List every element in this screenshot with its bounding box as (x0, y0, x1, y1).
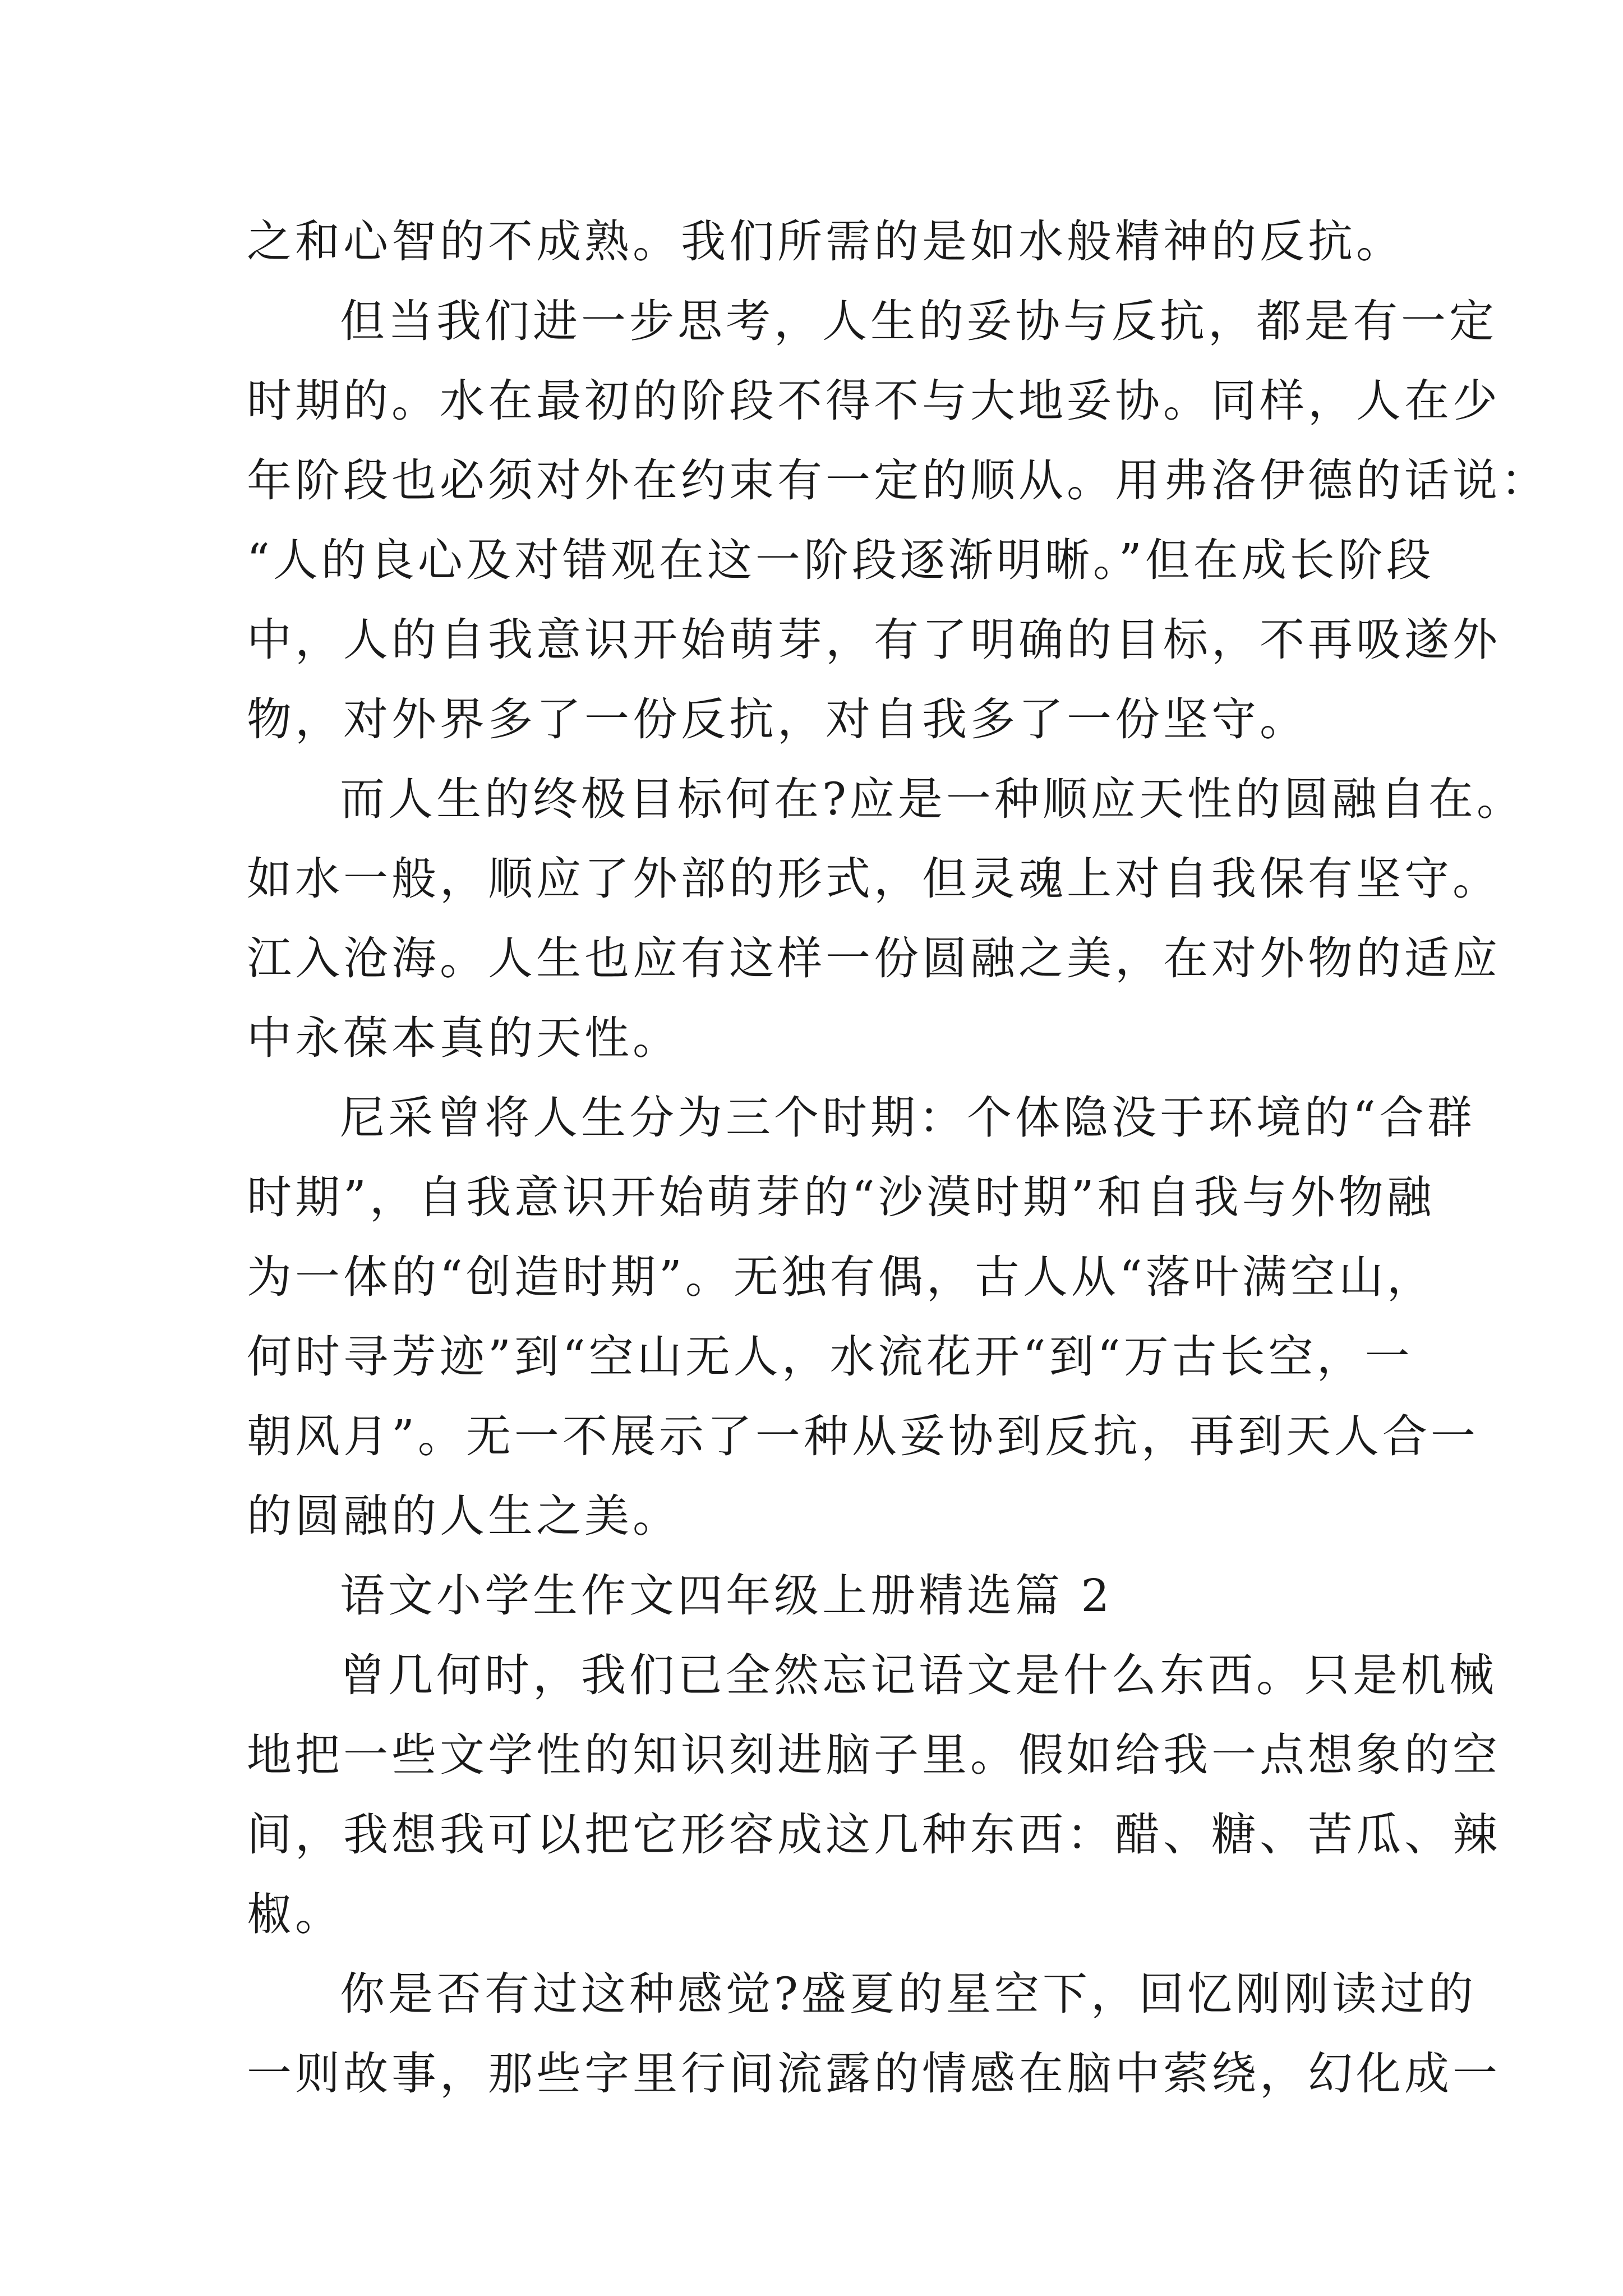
text-line: 曾几何时，我们已全然忘记语文是什么东西。只是机械 (340, 1649, 1497, 1701)
section-heading: 语文小学生作文四年级上册精选篇 2 (340, 1570, 1113, 1622)
text-line: 中永葆本真的天性。 (247, 1012, 681, 1064)
text-line: 年阶段也必须对外在约束有一定的顺从。用弗洛伊德的话说： (247, 454, 1549, 507)
text-line: 何时寻芳迹”到“空山无人，水流花开“到“万古长空，一 (247, 1331, 1413, 1383)
text-line: 你是否有过这种感觉?盛夏的星空下，回忆刚刚读过的 (340, 1968, 1477, 2020)
text-line: 一则故事，那些字里行间流露的情感在脑中萦绕，幻化成一 (247, 2047, 1501, 2100)
text-line: 间，我想我可以把它形容成这几种东西：醋、糖、苦瓜、辣 (247, 1809, 1501, 1861)
text-line: 时期”，自我意识开始萌芽的“沙漠时期”和自我与外物融 (247, 1171, 1435, 1223)
text-line: 时期的。水在最初的阶段不得不与大地妥协。同样，人在少 (247, 375, 1501, 427)
text-line: “人的良心及对错观在这一阶段逐渐明晰。”但在成长阶段 (247, 534, 1435, 586)
text-line: 朝风月”。无一不展示了一种从妥协到反抗，再到天人合一 (247, 1410, 1479, 1462)
text-line: 为一体的“创造时期”。无独有偶，古人从“落叶满空山， (247, 1251, 1435, 1303)
text-line: 中，人的自我意识开始萌芽，有了明确的目标，不再吸遂外 (247, 614, 1501, 666)
text-line: 物，对外界多了一份反抗，对自我多了一份坚守。 (247, 693, 1308, 746)
text-line: 但当我们进一步思考，人生的妥协与反抗，都是有一定 (340, 295, 1497, 347)
text-line: 如水一般，顺应了外部的形式，但灵魂上对自我保有坚守。 (247, 853, 1501, 905)
text-line: 地把一些文学性的知识刻进脑子里。假如给我一点想象的空 (247, 1729, 1501, 1781)
essay-body (247, 202, 1549, 2114)
text-line: 而人生的终极目标何在?应是一种顺应天性的圆融自在。 (340, 773, 1525, 825)
text-line: 尼采曾将人生分为三个时期：个体隐没于环境的“合群 (340, 1092, 1476, 1144)
text-line: 江入沧海。人生也应有这样一份圆融之美，在对外物的适应 (247, 932, 1501, 984)
text-line: 椒。 (247, 1888, 343, 1940)
text-line: 的圆融的人生之美。 (247, 1490, 681, 1542)
text-line: 之和心智的不成熟。我们所需的是如水般精神的反抗。 (247, 215, 1404, 268)
